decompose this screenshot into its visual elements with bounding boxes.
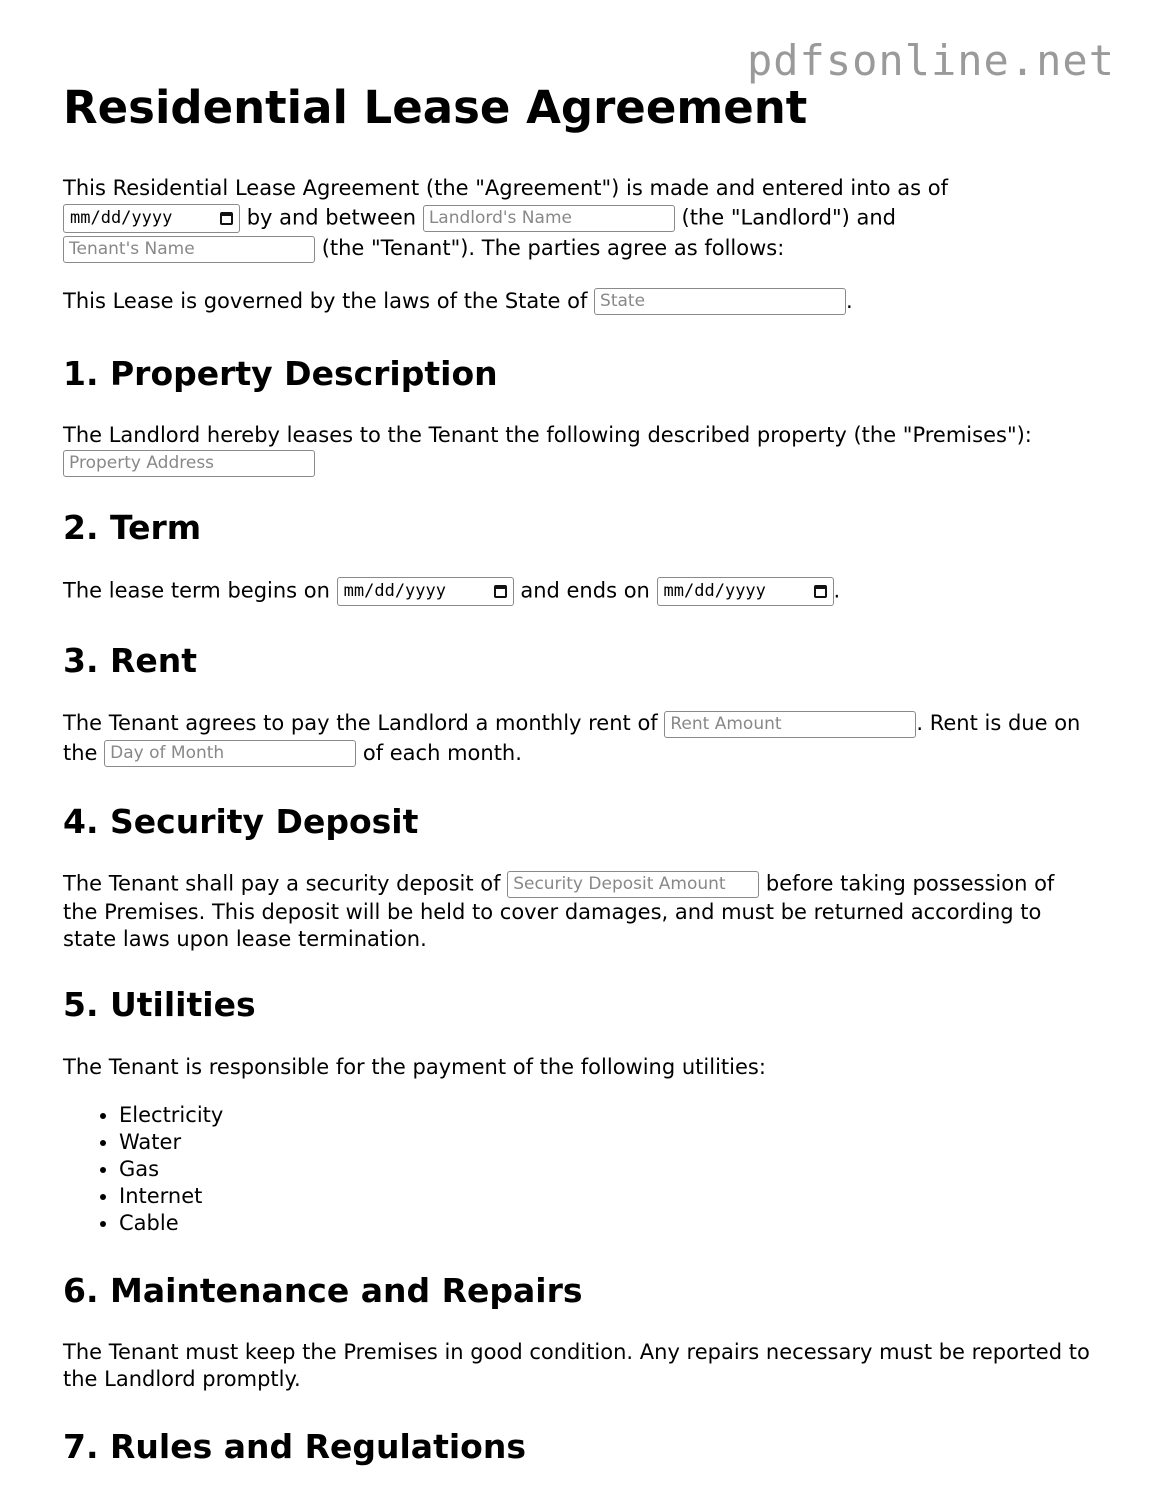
document-page [63,80,1093,1495]
property-address-input[interactable]: Property Address [63,450,315,477]
rent-text-3: of each month. [362,740,522,765]
term-paragraph [63,576,1093,607]
section-heading-property: 1. Property Description [63,354,498,393]
landlord-name-input[interactable]: Landlord's Name [423,205,675,232]
section-heading-maintenance: 6. Maintenance and Repairs [63,1271,583,1310]
list-item: • Internet [119,1183,1093,1210]
deposit-text-2: before taking possession of the Premises. This deposit will be held to cover damages, and must be returned according to state laws upon lease termination. [63,871,1055,951]
property-text-1: The Landlord hereby leases to the Tenant the following described property (the "Premises"): [63,423,1032,447]
intro-text-4: (the "Tenant"). The parties agree as follows: [321,236,785,260]
rent-text-1: The Tenant agrees to pay the Landlord a monthly rent of [63,711,658,735]
utilities-paragraph: The Tenant is responsible for the payment of the following utilities: [63,1055,766,1079]
rent-text-2: . Rent is due on the [63,711,1081,765]
calendar-icon[interactable] [220,212,233,225]
rent-paragraph [63,709,1093,768]
section-heading-rules: 7. Rules and Regulations [63,1427,526,1466]
intro-text-1: This Residential Lease Agreement (the "Agreement") is made and entered into as of [63,176,949,200]
section-heading-term: 2. Term [63,508,202,547]
lease-end-date-input[interactable] [657,577,834,606]
document-title: Residential Lease Agreement [63,81,808,134]
calendar-icon[interactable] [814,585,827,598]
property-paragraph [63,422,1093,478]
deposit-paragraph [63,870,1093,953]
intro-text-3: (the "Landlord") and [681,205,897,230]
intro-text-2: by and between [246,205,417,230]
state-input[interactable]: State [594,288,846,315]
security-deposit-input[interactable]: Security Deposit Amount [507,871,759,898]
date-format-label: mm/dd/yyyy [663,581,766,601]
list-item: • Cable [119,1210,1093,1237]
deposit-text-1: The Tenant shall pay a security deposit of [63,871,501,896]
lease-start-date-input[interactable] [337,577,514,606]
list-item: • Water [119,1129,1093,1156]
date-format-label: mm/dd/yyyy [70,208,173,228]
tenant-name-input[interactable]: Tenant's Name [63,236,315,263]
rent-due-day-input[interactable]: Day of Month [104,740,356,767]
section-heading-utilities: 5. Utilities [63,985,256,1024]
governing-law-paragraph [63,287,1093,317]
maintenance-paragraph: The Tenant must keep the Premises in good condition. Any repairs necessary must be reported to the Landlord promptly. [63,1340,1090,1391]
list-item: • Gas [119,1156,1093,1183]
section-heading-rent: 3. Rent [63,641,198,680]
term-text-2: and ends on [520,578,650,603]
term-text-3: . [833,578,841,603]
governing-text-2: . [846,288,853,313]
watermark: pdfsonline.net [746,36,1115,85]
list-item: • Electricity [119,1102,1093,1129]
utilities-list [63,1102,1093,1237]
term-text-1: The lease term begins on [63,578,330,603]
intro-paragraph [63,174,1093,264]
section-heading-deposit: 4. Security Deposit [63,802,419,841]
agreement-date-input[interactable] [63,204,240,233]
rent-amount-input[interactable]: Rent Amount [664,711,916,738]
governing-text-1: This Lease is governed by the laws of the State of [63,288,588,313]
calendar-icon[interactable] [494,585,507,598]
date-format-label: mm/dd/yyyy [343,581,446,601]
